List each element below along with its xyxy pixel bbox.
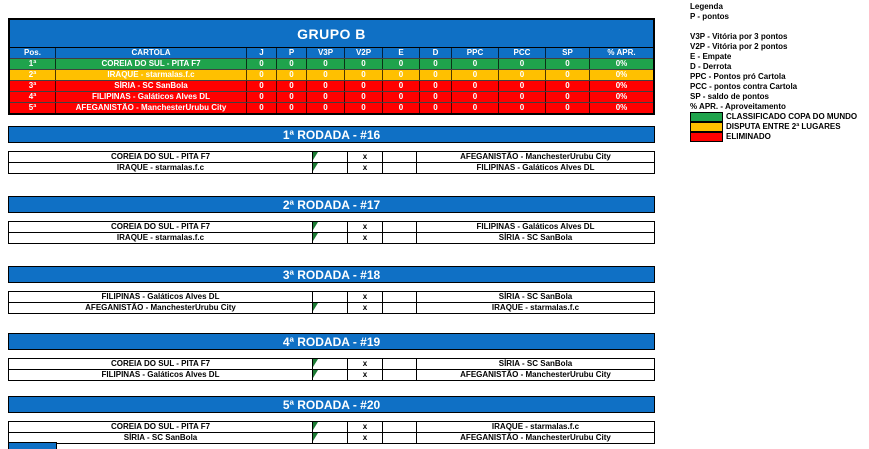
stat-cell: 0 — [499, 59, 546, 69]
match-row — [9, 232, 654, 243]
stat-cell: 0 — [499, 70, 546, 80]
stat-cell: 0 — [546, 59, 590, 69]
stat-cell: 0 — [345, 81, 383, 91]
standings-row — [10, 91, 653, 102]
stat-cell: 0 — [247, 70, 277, 80]
stat-cell: 0 — [307, 92, 345, 102]
stat-cell: 0 — [420, 81, 452, 91]
legend-line: P - pontos — [690, 12, 729, 21]
team-cell: AFEGANISTÃO - ManchesterUrubu City — [56, 103, 247, 113]
away-score-cell[interactable] — [383, 163, 417, 173]
stat-cell: 0 — [499, 92, 546, 102]
away-team-cell: FILIPINAS - Galáticos Alves DL — [417, 163, 654, 173]
round-header: 1ª RODADA - #16 — [8, 126, 655, 143]
home-score-cell[interactable] — [313, 303, 348, 313]
legend-status-row — [690, 112, 857, 122]
stat-cell: 0 — [546, 70, 590, 80]
stat-cell: 0 — [383, 92, 420, 102]
stat-cell: 0 — [420, 70, 452, 80]
stat-cell: 0 — [499, 81, 546, 91]
match-table — [8, 421, 655, 444]
away-score-cell[interactable] — [383, 152, 417, 162]
stat-cell: 0 — [277, 70, 307, 80]
x-cell: x — [348, 222, 383, 232]
column-header-p: P — [277, 48, 307, 58]
status-label: CLASSIFICADO COPA DO MUNDO — [726, 112, 858, 121]
away-team-cell: IRAQUE - starmalas.f.c — [417, 422, 654, 432]
standings-row — [10, 80, 653, 91]
stat-cell: 0% — [590, 92, 653, 102]
stat-cell: 0 — [277, 81, 307, 91]
legend-line: D - Derrota — [690, 62, 732, 71]
away-team-cell: FILIPINAS - Galáticos Alves DL — [417, 222, 654, 232]
pos-cell: 5ª — [10, 103, 56, 113]
x-cell: x — [348, 422, 383, 432]
away-team-cell: AFEGANISTÃO - ManchesterUrubu City — [417, 152, 654, 162]
stat-cell: 0 — [383, 70, 420, 80]
stat-cell: 0 — [247, 81, 277, 91]
home-score-cell[interactable] — [313, 152, 348, 162]
status-label: ELIMINADO — [726, 132, 771, 141]
stat-cell: 0 — [383, 81, 420, 91]
stat-cell: 0% — [590, 70, 653, 80]
stat-cell: 0 — [345, 92, 383, 102]
stat-cell: 0 — [345, 103, 383, 113]
standings-row — [10, 102, 653, 113]
stat-cell: 0 — [247, 92, 277, 102]
match-table — [8, 151, 655, 174]
away-score-cell[interactable] — [383, 222, 417, 232]
stat-cell: 0 — [452, 59, 499, 69]
match-row — [9, 432, 654, 443]
home-score-cell[interactable] — [313, 359, 348, 369]
column-header-cartola: CARTOLA — [56, 48, 247, 58]
status-label: DISPUTA ENTRE 2ª LUGARES — [726, 122, 841, 131]
away-team-cell: SÍRIA - SC SanBola — [417, 292, 654, 302]
stat-cell: 0 — [307, 70, 345, 80]
match-table — [8, 358, 655, 381]
home-team-cell: AFEGANISTÃO - ManchesterUrubu City — [9, 303, 313, 313]
stat-cell: 0 — [452, 70, 499, 80]
home-score-cell[interactable] — [313, 422, 348, 432]
stat-cell: 0 — [383, 59, 420, 69]
away-team-cell: SÍRIA - SC SanBola — [417, 233, 654, 243]
cell-marker-icon — [313, 303, 318, 311]
round-header: 5ª RODADA - #20 — [8, 396, 655, 413]
stat-cell: 0 — [307, 103, 345, 113]
legend-line: V2P - Vitória por 2 pontos — [690, 42, 788, 51]
match-table — [8, 291, 655, 314]
stat-cell: 0 — [307, 81, 345, 91]
match-row — [9, 369, 654, 380]
away-score-cell[interactable] — [383, 233, 417, 243]
stat-cell: 0 — [420, 92, 452, 102]
away-score-cell[interactable] — [383, 433, 417, 443]
legend — [690, 2, 857, 142]
match-row — [9, 422, 654, 432]
away-score-cell[interactable] — [383, 422, 417, 432]
legend-line: PPC - Pontos pró Cartola — [690, 72, 786, 81]
stat-cell: 0 — [546, 103, 590, 113]
away-score-cell[interactable] — [383, 370, 417, 380]
cell-marker-icon — [313, 359, 318, 367]
home-team-cell: COREIA DO SUL - PITA F7 — [9, 422, 313, 432]
stat-cell: 0 — [452, 92, 499, 102]
match-row — [9, 222, 654, 232]
column-header-apr: % APR. — [590, 48, 653, 58]
stat-cell: 0 — [452, 103, 499, 113]
team-cell: IRAQUE - starmalas.f.c — [56, 70, 247, 80]
match-row — [9, 152, 654, 162]
x-cell: x — [348, 233, 383, 243]
stat-cell: 0 — [452, 81, 499, 91]
legend-status-row — [690, 132, 857, 142]
away-score-cell[interactable] — [383, 303, 417, 313]
group-title: GRUPO B — [10, 20, 653, 48]
cell-marker-icon — [313, 152, 318, 160]
stat-cell: 0% — [590, 59, 653, 69]
home-team-cell: IRAQUE - starmalas.f.c — [9, 233, 313, 243]
column-header-d: D — [420, 48, 452, 58]
column-header-v3p: V3P — [307, 48, 345, 58]
x-cell: x — [348, 292, 383, 302]
column-header-ppc: PPC — [452, 48, 499, 58]
column-header-v2p: V2P — [345, 48, 383, 58]
stat-cell: 0 — [345, 70, 383, 80]
stat-cell: 0 — [420, 103, 452, 113]
away-team-cell: IRAQUE - starmalas.f.c — [417, 303, 654, 313]
team-cell: FILIPINAS - Galáticos Alves DL — [56, 92, 247, 102]
stat-cell: 0 — [345, 59, 383, 69]
group-table — [8, 18, 655, 115]
x-cell: x — [348, 163, 383, 173]
match-table — [8, 221, 655, 244]
column-header-pcc: PCC — [499, 48, 546, 58]
x-cell: x — [348, 359, 383, 369]
home-team-cell: COREIA DO SUL - PITA F7 — [9, 222, 313, 232]
stat-cell: 0 — [546, 81, 590, 91]
home-score-cell[interactable] — [313, 292, 348, 302]
column-header-sp: SP — [546, 48, 590, 58]
standings-row — [10, 58, 653, 69]
legend-line: E - Empate — [690, 52, 732, 61]
match-row — [9, 359, 654, 369]
stat-cell: 0 — [383, 103, 420, 113]
stat-cell: 0% — [590, 103, 653, 113]
cell-marker-icon — [313, 233, 318, 241]
legend-line: % APR. - Aproveitamento — [690, 102, 786, 111]
home-score-cell[interactable] — [313, 370, 348, 380]
home-team-cell: FILIPINAS - Galáticos Alves DL — [9, 370, 313, 380]
cell-marker-icon — [313, 422, 318, 430]
legend-line: PCC - pontos contra Cartola — [690, 82, 798, 91]
legend-line — [690, 22, 857, 32]
pos-cell: 3ª — [10, 81, 56, 91]
legend-status-row — [690, 122, 857, 132]
team-cell: COREIA DO SUL - PITA F7 — [56, 59, 247, 69]
away-score-cell[interactable] — [383, 359, 417, 369]
column-header-pos: Pos. — [10, 48, 56, 58]
home-score-cell[interactable] — [313, 233, 348, 243]
home-score-cell[interactable] — [313, 163, 348, 173]
x-cell: x — [348, 370, 383, 380]
cell-marker-icon — [313, 222, 318, 230]
away-team-cell: AFEGANISTÃO - ManchesterUrubu City — [417, 370, 654, 380]
legend-line: SP - saldo de pontos — [690, 92, 769, 101]
round-header: 3ª RODADA - #18 — [8, 266, 655, 283]
status-swatch — [690, 132, 723, 142]
round-header: 4ª RODADA - #19 — [8, 333, 655, 350]
match-row — [9, 292, 654, 302]
stat-cell: 0 — [420, 59, 452, 69]
pos-cell: 1ª — [10, 59, 56, 69]
stat-cell: 0 — [247, 103, 277, 113]
home-score-cell[interactable] — [313, 222, 348, 232]
stat-cell: 0 — [307, 59, 345, 69]
round-header: 2ª RODADA - #17 — [8, 196, 655, 213]
pos-cell: 4ª — [10, 92, 56, 102]
away-team-cell: SÍRIA - SC SanBola — [417, 359, 654, 369]
home-team-cell: SÍRIA - SC SanBola — [9, 433, 313, 443]
cell-marker-icon — [313, 163, 318, 171]
stat-cell: 0 — [546, 92, 590, 102]
status-swatch — [690, 122, 723, 132]
team-cell: SÍRIA - SC SanBola — [56, 81, 247, 91]
match-row — [9, 162, 654, 173]
column-header-j: J — [247, 48, 277, 58]
stat-cell: 0 — [247, 59, 277, 69]
pos-cell: 2ª — [10, 70, 56, 80]
group-header-row — [10, 48, 653, 58]
home-team-cell: IRAQUE - starmalas.f.c — [9, 163, 313, 173]
match-row — [9, 302, 654, 313]
stat-cell: 0 — [277, 59, 307, 69]
home-team-cell: FILIPINAS - Galáticos Alves DL — [9, 292, 313, 302]
status-swatch — [690, 112, 723, 122]
away-team-cell: AFEGANISTÃO - ManchesterUrubu City — [417, 433, 654, 443]
stat-cell: 0 — [499, 103, 546, 113]
standings-row — [10, 69, 653, 80]
home-team-cell: COREIA DO SUL - PITA F7 — [9, 152, 313, 162]
home-team-cell: COREIA DO SUL - PITA F7 — [9, 359, 313, 369]
legend-line: V3P - Vitória por 3 pontos — [690, 32, 788, 41]
x-cell: x — [348, 152, 383, 162]
stat-cell: 0 — [277, 92, 307, 102]
next-section-stub — [8, 442, 57, 449]
cell-marker-icon — [313, 370, 318, 378]
away-score-cell[interactable] — [383, 292, 417, 302]
stat-cell: 0% — [590, 81, 653, 91]
legend-title: Legenda — [690, 2, 723, 11]
stat-cell: 0 — [277, 103, 307, 113]
x-cell: x — [348, 303, 383, 313]
cell-marker-icon — [313, 433, 318, 441]
x-cell: x — [348, 433, 383, 443]
home-score-cell[interactable] — [313, 433, 348, 443]
column-header-e: E — [383, 48, 420, 58]
